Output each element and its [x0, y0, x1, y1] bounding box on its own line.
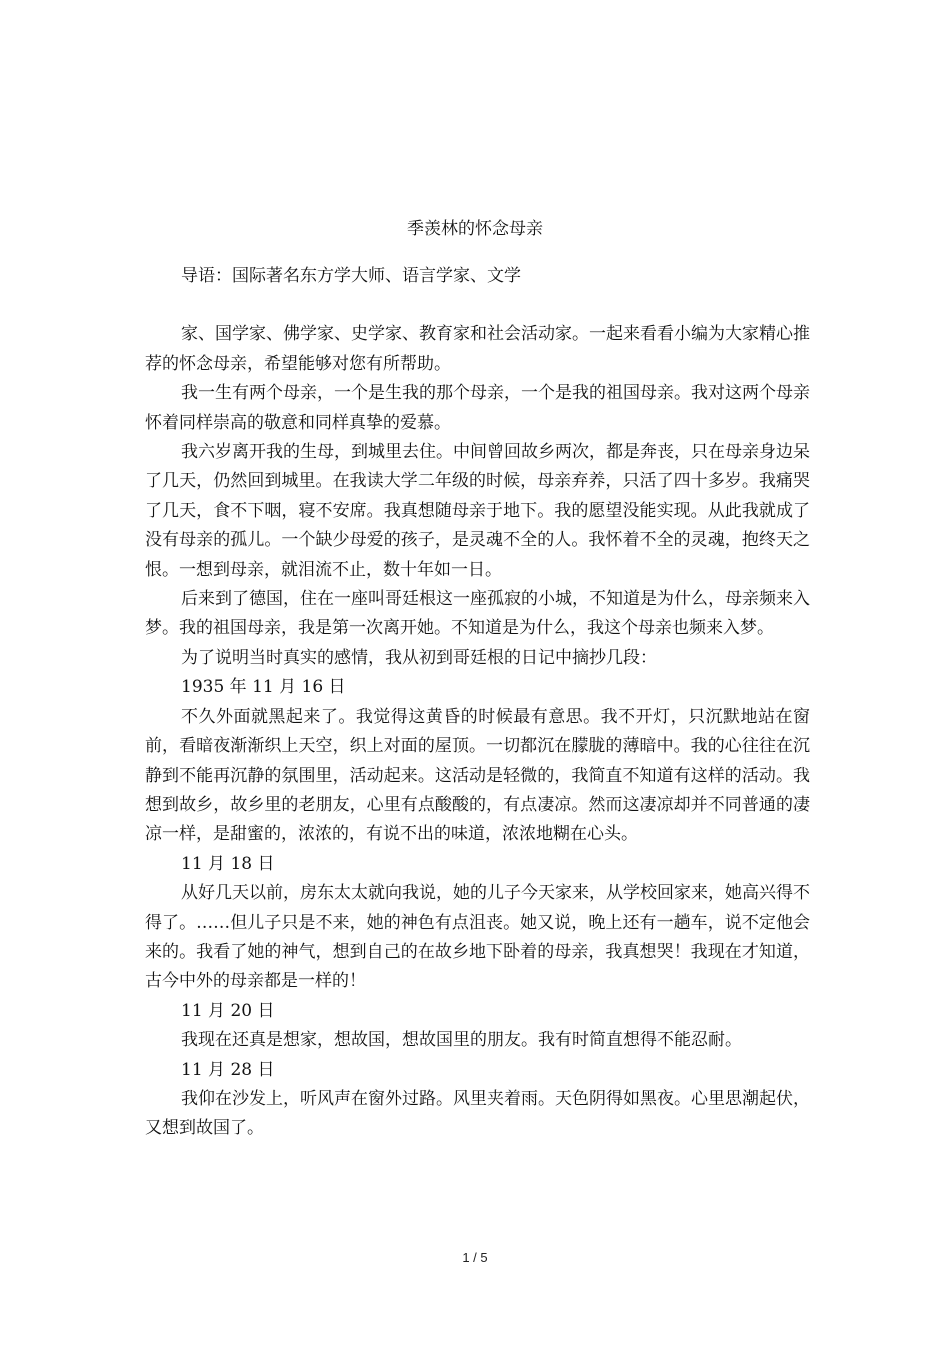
page-number: 1 / 5 — [462, 1250, 488, 1265]
document-body — [145, 262, 810, 1144]
diary-text: 我仰在沙发上，听风声在窗外过路。风里夹着雨。天色阴得如黑夜。心里思潮起伏，又想到故国了。 — [145, 1088, 810, 1139]
diary-date: 1935 年 11 月 16 日 — [181, 677, 346, 698]
body-paragraph: 后来到了德国，住在一座叫哥廷根这一座孤寂的小城，不知道是为什么，母亲频来入梦。我的祖国母亲，我是第一次离开她。不知道是为什么，我这个母亲也频来入梦。 — [145, 589, 810, 639]
diary-text: 从好几天以前，房东太太就向我说，她的儿子今天家来，从学校回家来，她高兴得不得了。……但儿子只是不来，她的神色有点沮丧。她又说，晚上还有一趟车，说不定他会来的。我看了她的神气，想到自己的在故乡地下卧着的母亲，我真想哭！我现在才知道，古今中外的母亲都是一样的！ — [145, 883, 810, 992]
diary-date: 11 月 18 日 — [181, 853, 275, 874]
body-paragraph: 我六岁离开我的生母，到城里去住。中间曾回故乡两次，都是奔丧，只在母亲身边呆了几天，仍然回到城里。在我读大学二年级的时候，母亲弃养，只活了四十多岁。我痛哭了几天，食不下咽，寝不安席。我真想随母亲于地下。我的愿望没能实现。从此我就成了没有母亲的孤儿。一个缺少母爱的孩子，是灵魂不全的人。我怀着不全的灵魂，抱终天之恨。一想到母亲，就泪流不止，数十年如一日。 — [145, 442, 810, 580]
body-paragraph: 家、国学家、佛学家、史学家、教育家和社会活动家。一起来看看小编为大家精心推荐的怀念母亲，希望能够对您有所帮助。 — [145, 324, 810, 374]
diary-date: 11 月 20 日 — [181, 1000, 275, 1021]
body-paragraph: 我一生有两个母亲，一个是生我的那个母亲，一个是我的祖国母亲。我对这两个母亲怀着同样崇高的敬意和同样真挚的爱慕。 — [145, 383, 810, 433]
diary-text: 不久外面就黑起来了。我觉得这黄昏的时候最有意思。我不开灯，只沉默地站在窗前，看暗夜渐渐织上天空，织上对面的屋顶。一切都沉在朦胧的薄暗中。我的心往往在沉静到不能再沉静的氛围里，活动起来。这活动是轻微的，我简直不知道有这样的活动。我想到故乡，故乡里的老朋友，心里有点酸酸的，有点凄凉。然而这凄凉却并不同普通的凄凉一样，是甜蜜的，浓浓的，有说不出的味道，浓浓地糊在心头。 — [145, 706, 810, 845]
document-title: 季羡林的怀念母亲 — [407, 219, 543, 239]
body-paragraph: 为了说明当时真实的感情，我从初到哥廷根的日记中摘抄几段： — [181, 647, 657, 668]
diary-text: 我现在还真是想家，想故国，想故国里的朋友。我有时简直想得不能忍耐。 — [181, 1030, 742, 1051]
lead-paragraph: 导语：国际著名东方学大师、语言学家、文学 — [181, 266, 521, 286]
diary-date: 11 月 28 日 — [181, 1059, 275, 1080]
